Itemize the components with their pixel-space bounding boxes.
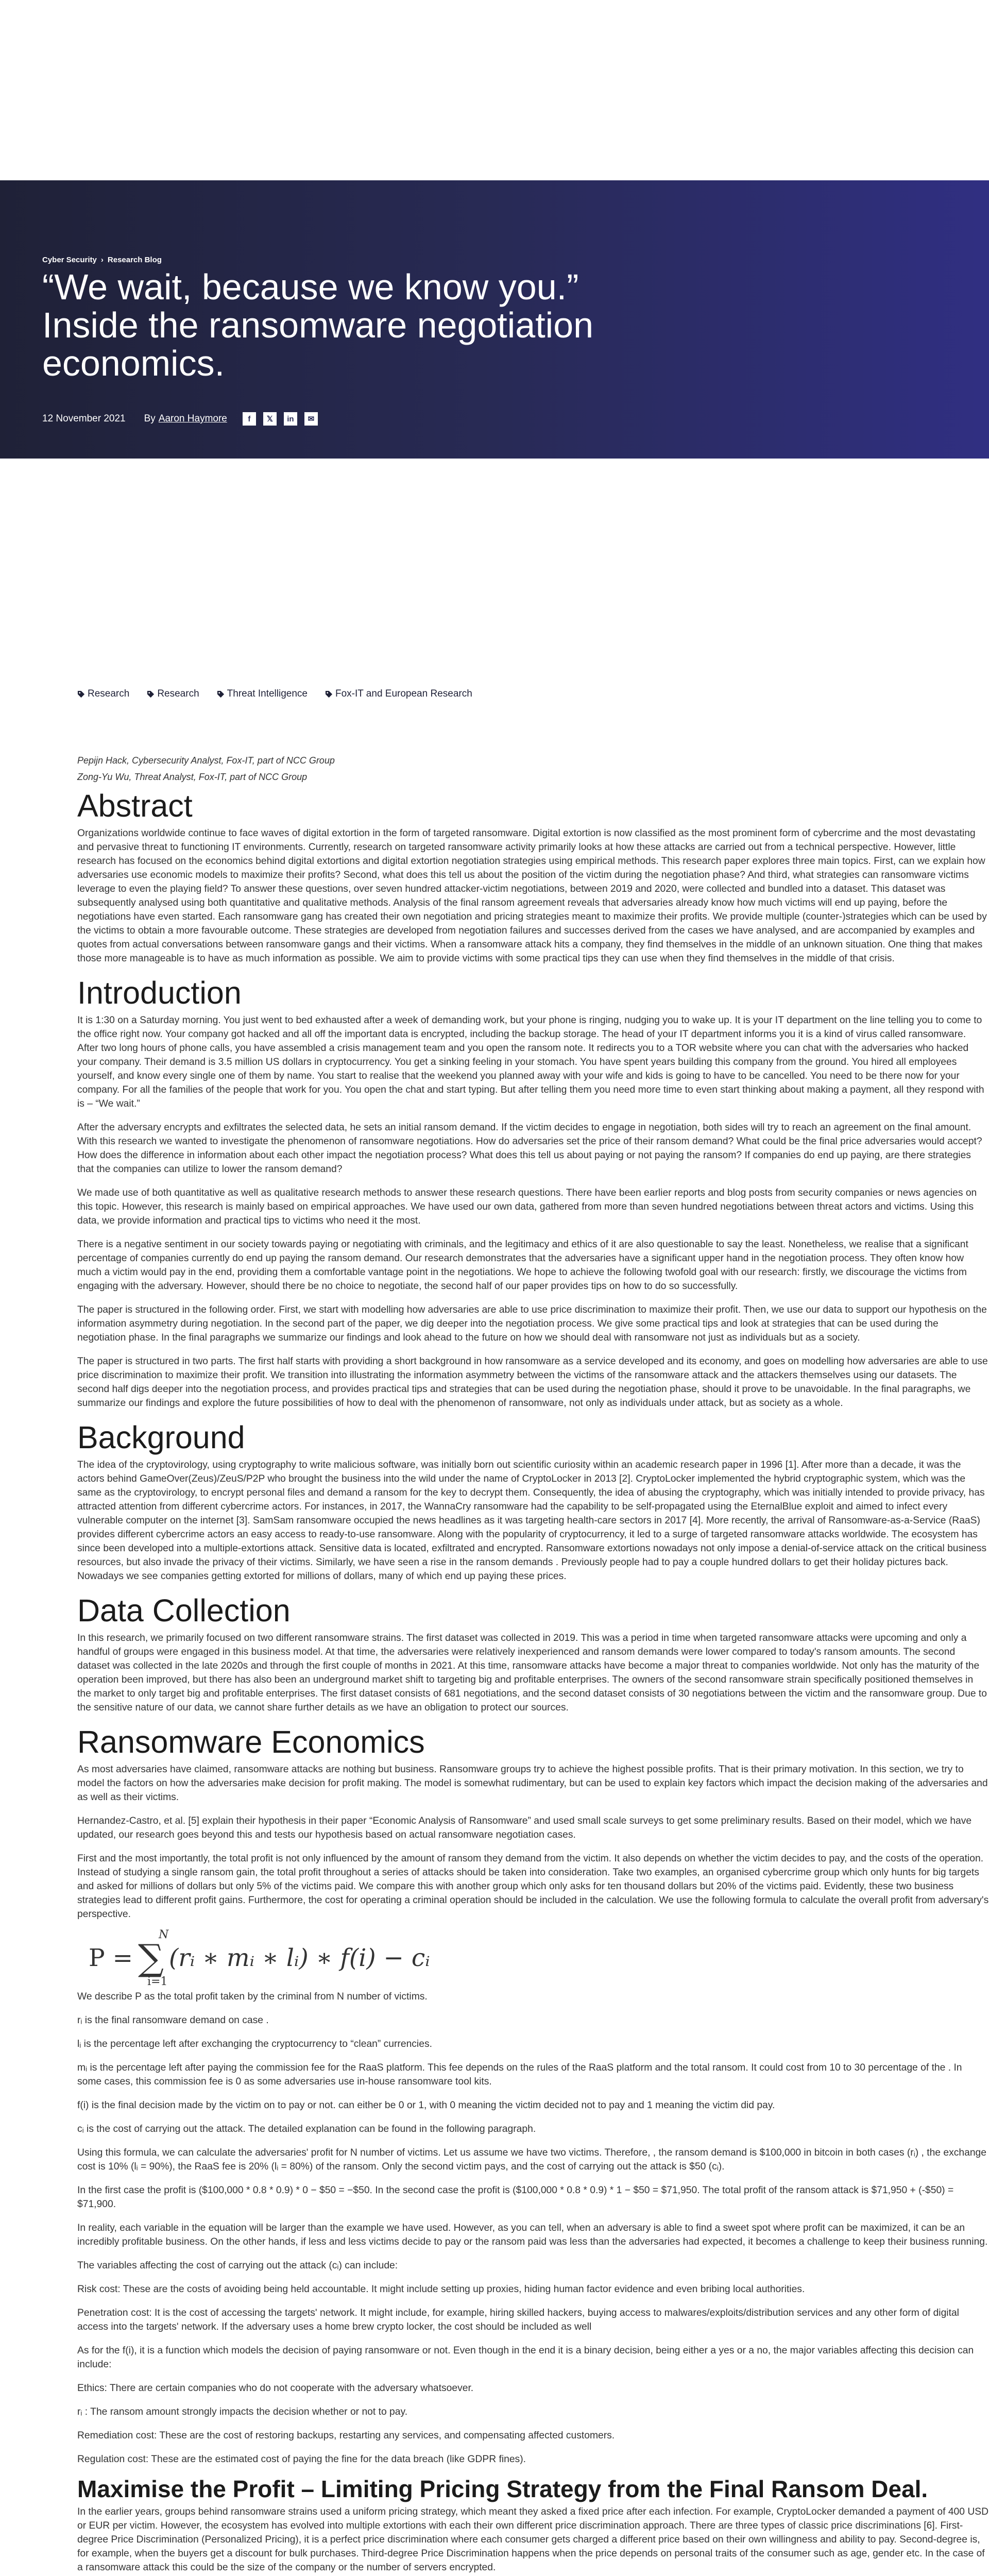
sum-upper-limit: N — [158, 1928, 169, 1941]
economics-paragraph: Using this formula, we can calculate the adversaries' profit for N number of victims. Let us assume we have two victims. Therefore, , the ransom demand is $100,000 in bitcoin in both cases (rᵢ) , the exchange cost is 10% (lᵢ = 90%), the RaaS fee is 20% (lᵢ = 80%) of the ransom. Only the second victim pays, and the cost of carrying out the attack is $50 (cᵢ). — [77, 2147, 986, 2172]
data-collection-heading: Data Collection — [77, 1593, 291, 1628]
economics-paragraph: mᵢ is the percentage left after paying the commission fee for the RaaS platform. This fee depends on the rules of the RaaS platform and the total ransom. It could cost from 10 to 30 percentage of the . In some cases, this commission fee is 0 as some adversaries use in-house ransomware tool kits. — [77, 2062, 962, 2087]
tag-list — [77, 688, 472, 700]
linkedin-icon[interactable]: in — [284, 412, 297, 426]
intro-paragraph: It is 1:30 on a Saturday morning. You just went to bed exhausted after a week of demanding work, but your phone is ringing, nudging you to wake up. It is your IT department on the line telling you to come to the office right now. Your company got hacked and all off the important data is encrypted, including the backup storage. The head of your IT department informs you it is a kind of virus called ransomware. After two long hours of phone calls, you have assembled a crisis management team and you open the ransom note. It redirects you to a TOR website where you can chat with the adversaries who hacked your company. Their demand is 3.5 million US dollars in cryptocurrency. You get a sinking feeling in your stomach. You have spent years building this company from the ground. You hired all employees yourself, and know every single one of them by name. You start to realise that the weekend you planned away with your wife and kids is going to have to be cancelled. You need to be there now for your company. For all the families of the people that work for you. You open the chat and start typing. But after telling them you need more time to even start thinking about making a payment, all they respond with is – “We wait.” — [77, 1015, 984, 1109]
breadcrumb — [42, 256, 162, 264]
tag-fox-it-european-research[interactable] — [325, 688, 472, 700]
tag-label: Fox-IT and European Research — [335, 688, 472, 699]
economics-paragraph: The variables affecting the cost of carrying out the attack (cᵢ) can include: — [77, 2260, 398, 2271]
economics-paragraph: Ethics: There are certain companies who do not cooperate with the adversary whatsoever. — [77, 2383, 474, 2394]
ransomware-economics-heading: Ransomware Economics — [77, 1724, 425, 1759]
facebook-icon[interactable]: f — [243, 412, 256, 426]
economics-paragraph: Penetration cost: It is the cost of accessing the targets' network. It might include, for example, hiring skilled hackers, buying access to malwares/exploits/distribution services and any other form of digital access into the targets' network. If the adversary uses a home brew crypto locker, the cost should be included as well — [77, 2308, 959, 2332]
tag-icon — [147, 690, 155, 698]
formula-body: (rᵢ ∗ mᵢ ∗ lᵢ) ∗ f(i) − cᵢ — [168, 1943, 430, 1972]
maximise-profit-heading: Maximise the Profit – Limiting Pricing Strategy from the Final Ransom Deal. — [77, 2476, 928, 2502]
intro-paragraph: There is a negative sentiment in our society towards paying or negotiating with criminals, and the legitimacy and ethics of it are also questionable to say the least. Nonetheless, we realise that a significant percentage of companies currently do end up paying the ransom demand. Our research demonstrates that the adversaries have a significant upper hand in the negotiation process. They often know how much a victim would pay in the end, providing them a comfortable vantage point in the negotiations. We hope to achieve the following twofold goal with our research: firstly, we discourage the victims from engaging with the adversary. However, should there be no choice to negotiate, the second half of our paper provides tips on how to do so successfully. — [77, 1239, 968, 1292]
economics-paragraph: First and the most importantly, the total profit is not only influenced by the amount of ransom they demand from the victim. It also depends on whether the victim decides to pay, and the costs of the operation. Instead of studying a single ransom gain, the total profit throughout a series of attacks should be taken into consideration. Take two examples, an organised cybercrime group which only hunts for big targets and asked for millions of dollars but only 5% of the victims paid. We compare this with another group which only asks for ten thousand dollars but 20% of the victims paid. Evidently, these two business strategies lead to different profit gains. Furthermore, the cost for operating a criminal operation should be included in the calculation. We use the following formula to calculate the overall profit from adversary's perspective. — [77, 1853, 989, 1920]
economics-paragraph: As most adversaries have claimed, ransomware attacks are nothing but business. Ransomware groups try to achieve the highest possible profits. That is their primary motivation. In this section, we try to model the factors on how the adversaries make decision for profit making. The model is somewhat rudimentary, but can be used to explain key factors which impact the decision making of the adversaries and as well as their victims. — [77, 1764, 988, 1803]
economics-paragraph: Remediation cost: These are the cost of restoring backups, restarting any services, and compensating affected customers. — [77, 2430, 615, 2441]
share-icons — [243, 412, 318, 426]
sum-lower-limit: i=1 — [147, 1975, 168, 1988]
author-line: Pepijn Hack, Cybersecurity Analyst, Fox-IT, part of NCC Group — [77, 755, 335, 766]
economics-paragraph: lᵢ is the percentage left after exchanging the cryptocurrency to “clean” currencies. — [77, 2039, 432, 2049]
post-date: 12 November 2021 — [42, 413, 126, 424]
author-link[interactable]: Aaron Haymore — [158, 413, 227, 424]
economics-paragraph: Hernandez-Castro, et al. [5] explain their hypothesis in their paper “Economic Analysis of Ransomware” and used small scale surveys to get some preliminary results. Based on their model, which we have updated, our research goes beyond this and tests our hypothesis based on actual ransomware negotiation cases. — [77, 1816, 972, 1840]
economics-paragraph: As for the f(i), it is a function which models the decision of paying ransomware or not. Even though in the end it is a binary decision, being either a yes or a no, the major variables affecting this decision can include: — [77, 2345, 974, 2370]
author-line: Zong-Yu Wu, Threat Analyst, Fox-IT, part of NCC Group — [77, 772, 308, 782]
economics-paragraph: In reality, each variable in the equation will be larger than the example we have used. However, as you can tell, when an adversary is able to find a sweet spot where profit can be maximized, it can be an incredibly profitable business. On the other hands, if less and less victims decide to pay or the ransom paid was less than the adversaries had expected, it becomes a challenge to keep their business running. — [77, 2223, 988, 2247]
formula-lhs: P = — [89, 1943, 133, 1972]
tag-research[interactable] — [147, 688, 199, 700]
introduction-heading: Introduction — [77, 975, 242, 1010]
breadcrumb-cyber-security[interactable]: Cyber Security — [42, 256, 97, 264]
chevron-right-icon: › — [100, 256, 104, 264]
intro-paragraph: After the adversary encrypts and exfiltrates the selected data, he sets an initial ransom demand. If the victim decides to engage in negotiation, both sides will try to reach an agreement on the final amount. With this research we wanted to investigate the phenomenon of ransomware negotiations. How do adversaries set the price of their ransom demand? What could be the final price adversaries would accept? How does the difference in information about each other impact the negotiation process? What does this tell us about paying or not paying the ransom? If companies do end up paying, are there strategies that the companies can utilize to lower the ransom demand? — [77, 1122, 982, 1175]
author-list — [77, 752, 989, 785]
tag-threat-intelligence[interactable] — [217, 688, 308, 700]
economics-paragraph: cᵢ is the cost of carrying out the attack. The detailed explanation can be found in the following paragraph. — [77, 2124, 536, 2134]
tag-icon — [217, 690, 225, 698]
background-heading: Background — [77, 1420, 245, 1455]
abstract-heading: Abstract — [77, 788, 193, 823]
background-paragraph: The idea of the cryptovirology, using cryptography to write malicious software, was initially born out scientific curiosity within an academic research paper in 1996 [1]. After more than a decade, it was the actors behind GameOver(Zeus)/ZeuS/P2P who brought the business into the wild under the name of CryptoLocker in 2013 [2]. CryptoLocker implemented the hybrid cryptographic system, which was the same as the cryptovirology, to encrypt personal files and demand a ransom for the key to decrypt them. Consequently, the idea of abusing the cryptography, which was initially intended to provide privacy, has attracted attention from different cybercrime actors. For instances, in 2017, the WannaCry ransomware had the capability to be self-propagated using the EternalBlue exploit and aimed to infect every vulnerable computer on the internet [3]. SamSam ransomware occupied the news headlines as it was targeting health-care sectors in 2017 [4]. More recently, the arrival of Ransomware-as-a-Service (RaaS) provides different cybercrime actors an easy access to ready-to-use ransomware. Along with the popularity of cryptocurrency, it led to a surge of targeted ransomware attacks worldwide. The ecosystem has since been developed into a multiple-extortions attack. Sensitive data is located, exfiltrated and encrypted. Ransomware extortions nowadays not only impose a denial-of-service attack on the critical business resources, but also invade the privacy of their victims. Similarly, we have seen a rise in the ransom demands . Previously people had to pay a couple hundred dollars to get their holiday pictures back. Nowadays we see companies getting extorted for millions of dollars, many of which end up paying these prices. — [77, 1460, 987, 1582]
tag-icon — [77, 690, 85, 698]
economics-paragraph: rᵢ : The ransom amount strongly impacts the decision whether or not to pay. — [77, 2406, 408, 2417]
intro-paragraph: The paper is structured in the following order. First, we start with modelling how adversaries are able to use price discrimination to maximize their profit. Then, we use our data to support our hypothesis on the information asymmetry during negotiation. In the second part of the paper, we dig deeper into the negotiation process. We give some practical tips and look at strategies that can be used during the negotiation phase. In the final paragraphs we summarize our findings and look ahead to the future on how we should deal with ransomware not just as individuals but as a society. — [77, 1304, 987, 1343]
economics-paragraph: We describe P as the total profit taken by the criminal from N number of victims. — [77, 1991, 428, 2002]
post-meta — [42, 412, 318, 426]
by-label: By — [144, 413, 156, 424]
economics-paragraph: f(i) is the final decision made by the victim on to pay or not. can either be 0 or 1, with 0 meaning the victim decided not to pay and 1 meaning the victim did pay. — [77, 2100, 775, 2111]
intro-paragraph: The paper is structured in two parts. The first half starts with providing a short background in how ransomware as a service developed and its economy, and goes on modelling how adversaries are able to use price discrimination to maximize their profit. We transition into illustrating the information asymmetry between the victims of the ransomware attack and the attackers themselves using our datasets. The second half digs deeper into the negotiation process, and provides practical tips and strategies that can be used during the negotiation phase, should it prove to be unavoidable. In the final paragraphs, we summarize our findings and explore the future possibilities of how to deal with the phenomenon of ransomware, not only as individuals under attack, but as society as a whole. — [77, 1356, 988, 1409]
page-title: “We wait, because we know you.” Inside the ransomware negotiation economics. — [42, 267, 594, 383]
intro-paragraph: We made use of both quantitative as well as qualitative research methods to answer these research questions. There have been earlier reports and blog posts from security companies or news agencies on this topic. However, this research is mainly based on empirical approaches. We have used our own data, gathered from more than seven hundred negotiations between threat actors and victims. Using this data, we provide information and practical tips to victims who need it the most. — [77, 1188, 977, 1226]
economics-paragraph: rᵢ is the final ransomware demand on case . — [77, 2015, 269, 2026]
tag-research[interactable] — [77, 688, 129, 700]
profit-formula — [89, 1928, 989, 1988]
article-body — [77, 752, 989, 2576]
tag-icon — [325, 690, 333, 698]
breadcrumb-research-blog[interactable]: Research Blog — [107, 256, 162, 264]
sum-symbol: ∑ N i=1 — [138, 1928, 169, 1988]
tag-label: Research — [88, 688, 130, 699]
economics-paragraph: Regulation cost: These are the estimated cost of paying the fine for the data breach (like GDPR fines). — [77, 2454, 526, 2465]
abstract-paragraph: Organizations worldwide continue to face waves of digital extortion in the form of targeted ransomware. Digital extortion is now classified as the most prominent form of cybercrime and the most devastating and pervasive threat to functioning IT environments. Currently, research on targeted ransomware activity primarily looks at how these attacks are carried out from a technical perspective. However, little research has focused on the economics behind digital extortions and digital extortion negotiation strategies using empirical methods. This research paper explores three main topics. First, can we explain how adversaries use economic models to maximize their profits? Second, what does this tell us about the position of the victim during the negotiation phase? And third, what strategies can ransomware victims leverage to even the playing field? To answer these questions, over seven hundred attacker-victim negotiations, between 2019 and 2020, were collected and bundled into a dataset. This dataset was subsequently analysed using both quantitative and qualitative methods. Analysis of the final ransom agreement reveals that adversaries already know how much victims will end up paying, before the negotiations have even started. Each ransomware gang has created their own negotiation and pricing strategies meant to maximize their profits. We provide multiple (counter-)strategies which can be used by the victims to obtain a more favourable outcome. These strategies are developed from negotiation failures and successes derived from the cases we have analysed, and are accompanied by examples and quotes from actual conversations between ransomware gangs and their victims. When a ransomware attack hits a company, they find themselves in the middle of an unknown situation. One thing that makes those more manageable is to have as much information as possible. We aim to provide victims with some practical tips they can use when they find themselves in the middle of that crisis. — [77, 828, 987, 964]
tag-label: Threat Intelligence — [227, 688, 308, 699]
maximise-paragraph: In the earlier years, groups behind ransomware strains used a uniform pricing strategy, which meant they asked a fixed price after each infection. For example, CryptoLocker demanded a payment of 400 USD or EUR per victim. However, the ecosystem has evolved into multiple extortions with each their own different price discrimination approach. There are three types of classic price discriminations [6]. First-degree Price Discrimination (Personalized Pricing), it is a perfect price discrimination where each consumer gets charged a different price based on their own willingness and ability to pay. Second-degree is, for example, when the buyers get a discount for bulk purchases. Third-degree Price Discrimination happens when the price depends on personal traits of the consumer such as age, gender etc. In the case of a ransomware attack this could be the size of the company or the number of servers encrypted. — [77, 2506, 989, 2573]
tag-label: Research — [157, 688, 199, 699]
data-collection-paragraph: In this research, we primarily focused on two different ransomware strains. The first dataset was collected in 2019. This was a period in time when targeted ransomware attacks were upcoming and only a handful of groups were engaged in this business model. At that time, the adversaries were relatively inexperienced and ransom demands were lower compared to today's ransom amounts. The second dataset was collected in the late 2020s and through the first couple of months in 2021. At this time, ransomware attacks have become a major threat to companies worldwide. Not only has the maturity of the operation been improved, but there has also been an underground market shift to targeting big and profitable enterprises. The owners of the second ransomware strain specifically positioned themselves in the market to only target big and profitable enterprises. The first dataset consists of 681 negotiations, and the second dataset consists of 30 negotiations between the victim and the ransomware group. Due to the sensitive nature of our data, we cannot share further details as we have an obligation to protect our sources. — [77, 1633, 987, 1713]
economics-paragraph: Risk cost: These are the costs of avoiding being held accountable. It might include setting up proxies, hiding human factor evidence and even bribing local authorities. — [77, 2284, 805, 2295]
economics-paragraph: In the first case the profit is ($100,000 * 0.8 * 0.9) * 0 − $50 = −$50. In the second case the profit is ($100,000 * 0.8 * 0.9) * 1 − $50 = $71,950. The total profit of the ransom attack is $71,950 + (-$50) = $71,900. — [77, 2185, 954, 2210]
email-icon[interactable]: ✉ — [304, 412, 318, 426]
twitter-icon[interactable]: 𝕏 — [263, 412, 277, 426]
